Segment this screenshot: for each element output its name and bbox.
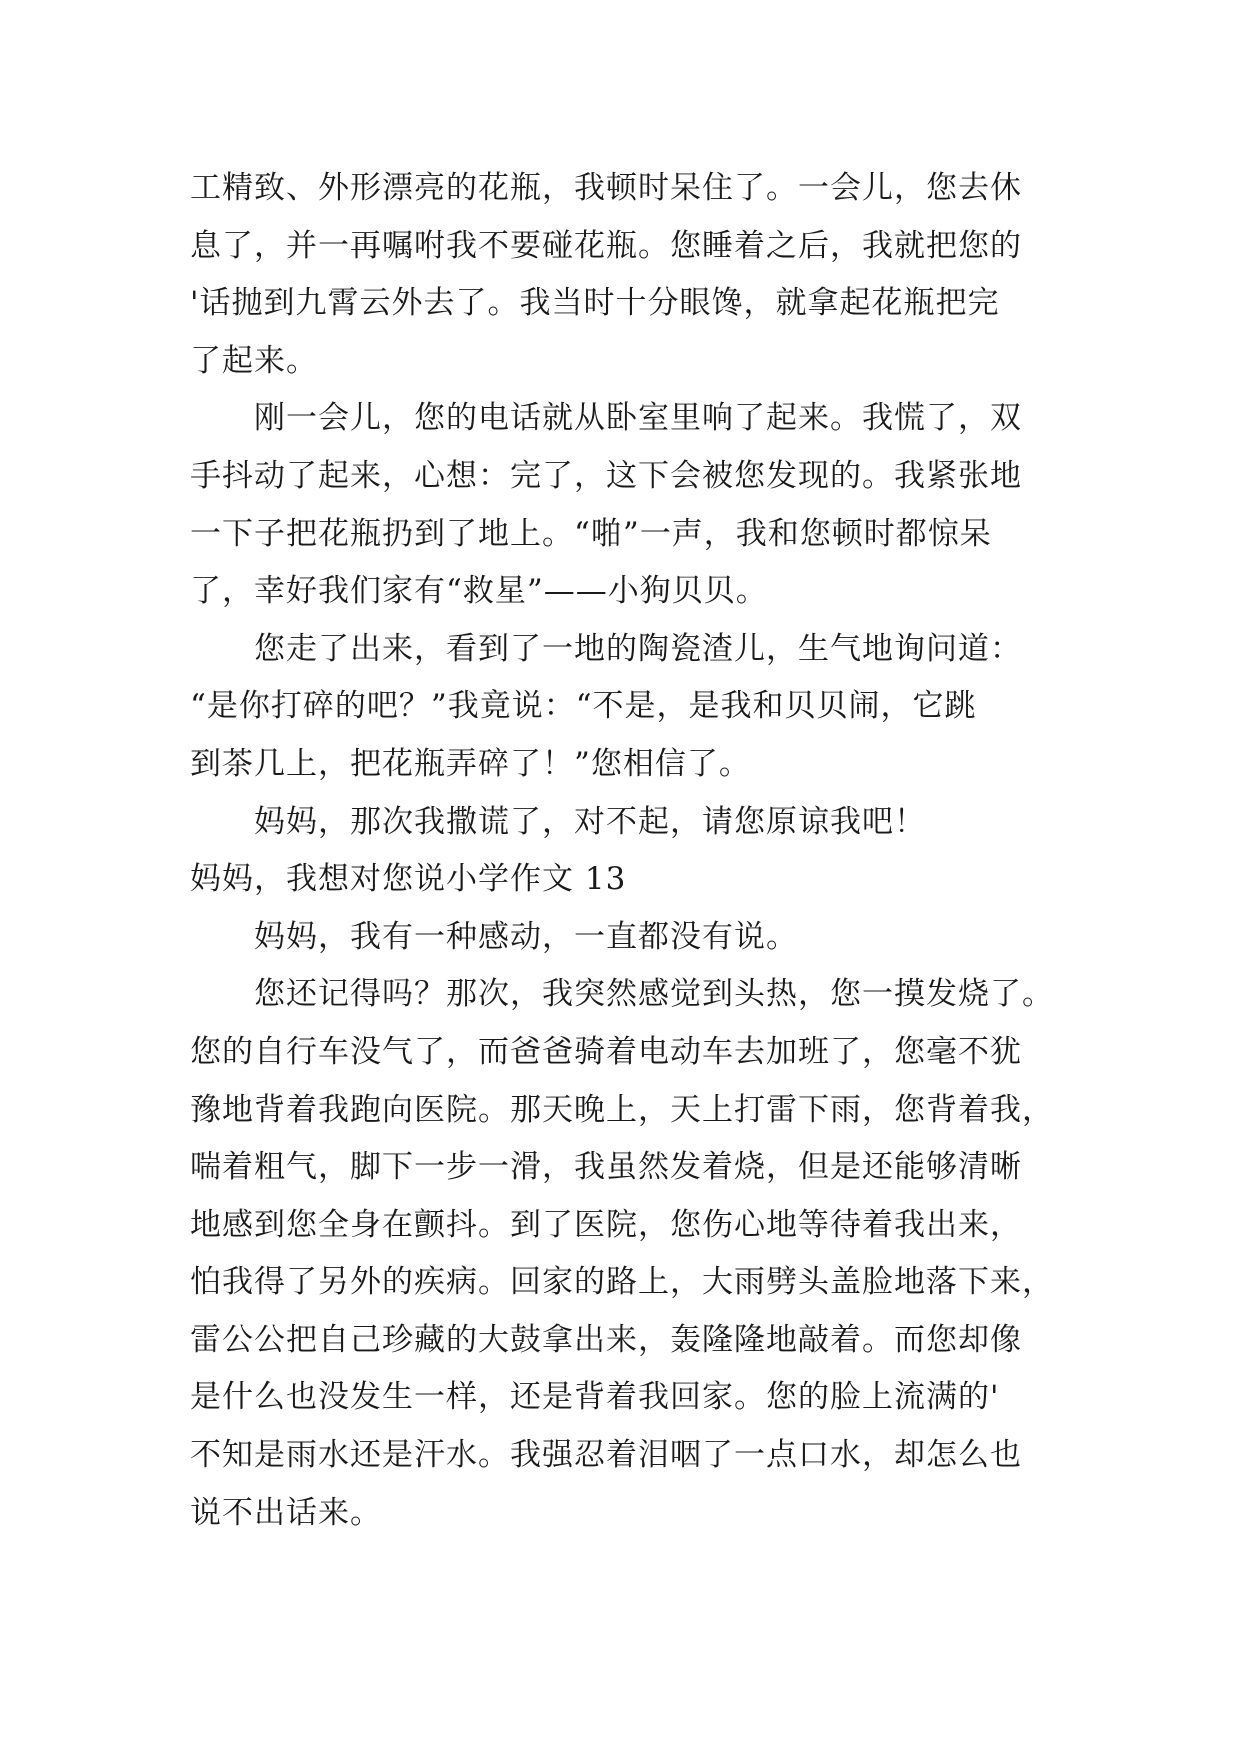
text-line: 喘着粗气，脚下一步一滑，我虽然发着烧，但是还能够清晰 bbox=[190, 1149, 1022, 1186]
text-line: '话抛到九霄云外去了。我当时十分眼馋，就拿起花瓶把完 bbox=[190, 285, 1000, 322]
text-line: 到茶几上，把花瓶弄碎了！”您相信了。 bbox=[190, 745, 751, 782]
text-line: 息了，并一再嘱咐我不要碰花瓶。您睡着之后，我就把您的 bbox=[190, 227, 1022, 264]
text-line: 不知是雨水还是汗水。我强忍着泪咽了一点口水，却怎么也 bbox=[190, 1437, 1022, 1474]
text-line: 说不出话来。 bbox=[190, 1494, 382, 1531]
document-body bbox=[190, 160, 1052, 1542]
text-line: 一下子把花瓶扔到了地上。“啪”一声，我和您顿时都惊呆 bbox=[190, 515, 992, 552]
section-title: 妈妈，我想对您说小学作文 13 bbox=[190, 861, 627, 898]
text-line: 手抖动了起来，心想：完了，这下会被您发现的。我紧张地 bbox=[190, 457, 1022, 494]
paragraph-first-line: 妈妈，我有一种感动，一直都没有说。 bbox=[254, 918, 798, 955]
text-line: 雷公公把自己珍藏的大鼓拿出来，轰隆隆地敲着。而您却像 bbox=[190, 1321, 1022, 1358]
text-line: “是你打碎的吧？”我竟说：“不是，是我和贝贝闹，它跳 bbox=[190, 688, 977, 725]
paragraph-first-line: 您还记得吗？那次，我突然感觉到头热，您一摸发烧了。 bbox=[254, 976, 1054, 1013]
text-line: 您的自行车没气了，而爸爸骑着电动车去加班了，您毫不犹 bbox=[190, 1033, 1022, 1070]
paragraph-first-line: 妈妈，那次我撒谎了，对不起，请您原谅我吧！ bbox=[254, 803, 926, 840]
text-line: 地感到您全身在颤抖。到了医院，您伤心地等待着我出来， bbox=[190, 1206, 1022, 1243]
paragraph-first-line: 您走了出来，看到了一地的陶瓷渣儿，生气地询问道： bbox=[254, 630, 1022, 667]
paragraph-first-line: 刚一会儿，您的电话就从卧室里响了起来。我慌了，双 bbox=[254, 400, 1022, 437]
text-line: 工精致、外形漂亮的花瓶，我顿时呆住了。一会儿，您去休 bbox=[190, 170, 1022, 206]
text-line: 了，幸好我们家有“救星”——小狗贝贝。 bbox=[190, 573, 768, 610]
text-line: 怕我得了另外的疾病。回家的路上，大雨劈头盖脸地落下来， bbox=[190, 1264, 1054, 1301]
text-line: 豫地背着我跑向医院。那天晚上，天上打雷下雨，您背着我， bbox=[190, 1091, 1054, 1128]
text-line: 是什么也没发生一样，还是背着我回家。您的脸上流满的' bbox=[190, 1379, 1000, 1416]
text-line: 了起来。 bbox=[190, 342, 318, 379]
